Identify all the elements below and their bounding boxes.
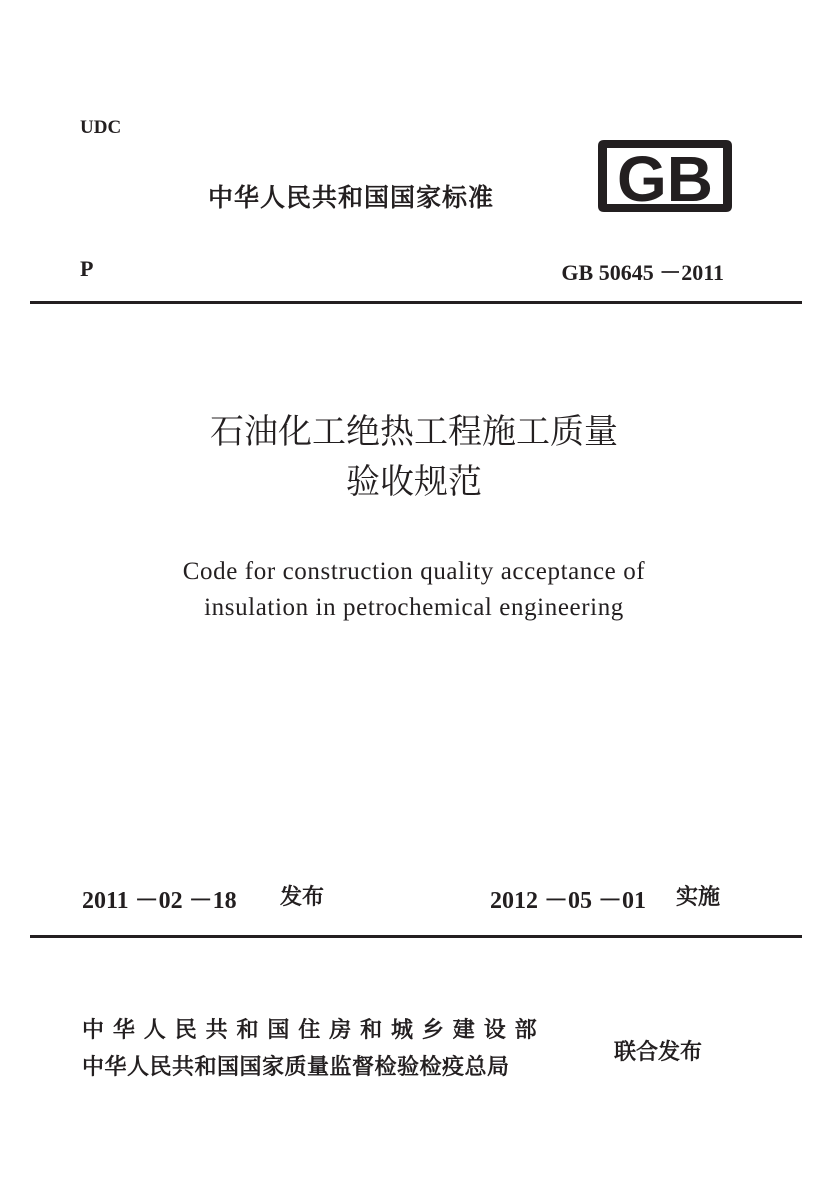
svg-text:GB: GB [617,143,713,212]
gb-logo [598,140,732,212]
top-divider [30,301,802,304]
publisher-aqsiq: 中华人民共和国国家质量监督检验检疫总局 [82,1055,510,1080]
joint-publication-label: 联合发布 [614,1040,703,1065]
issue-label: 发布 [280,885,325,910]
standard-number: GB 50645 －2011 [561,260,724,285]
standard-type-title: 中华人民共和国国家标准 [208,183,495,212]
chinese-title-line-1: 石油化工绝热工程施工质量 [210,412,618,452]
issue-date: 2011 －02 －18 [82,888,237,914]
english-title-line-1: Code for construction quality acceptance of [182,558,646,585]
chinese-title-line-2: 验收规范 [346,462,482,502]
implementation-label: 实施 [676,885,721,910]
udc-label: UDC [80,117,122,138]
english-title-line-2: insulation in petrochemical engineering [204,594,624,621]
bottom-divider [30,935,802,938]
publisher-ministry: 中华人民共和国住房和城乡建设部 [82,1018,546,1043]
category-code: P [80,256,94,281]
implementation-date: 2012 －05 －01 [490,888,646,914]
